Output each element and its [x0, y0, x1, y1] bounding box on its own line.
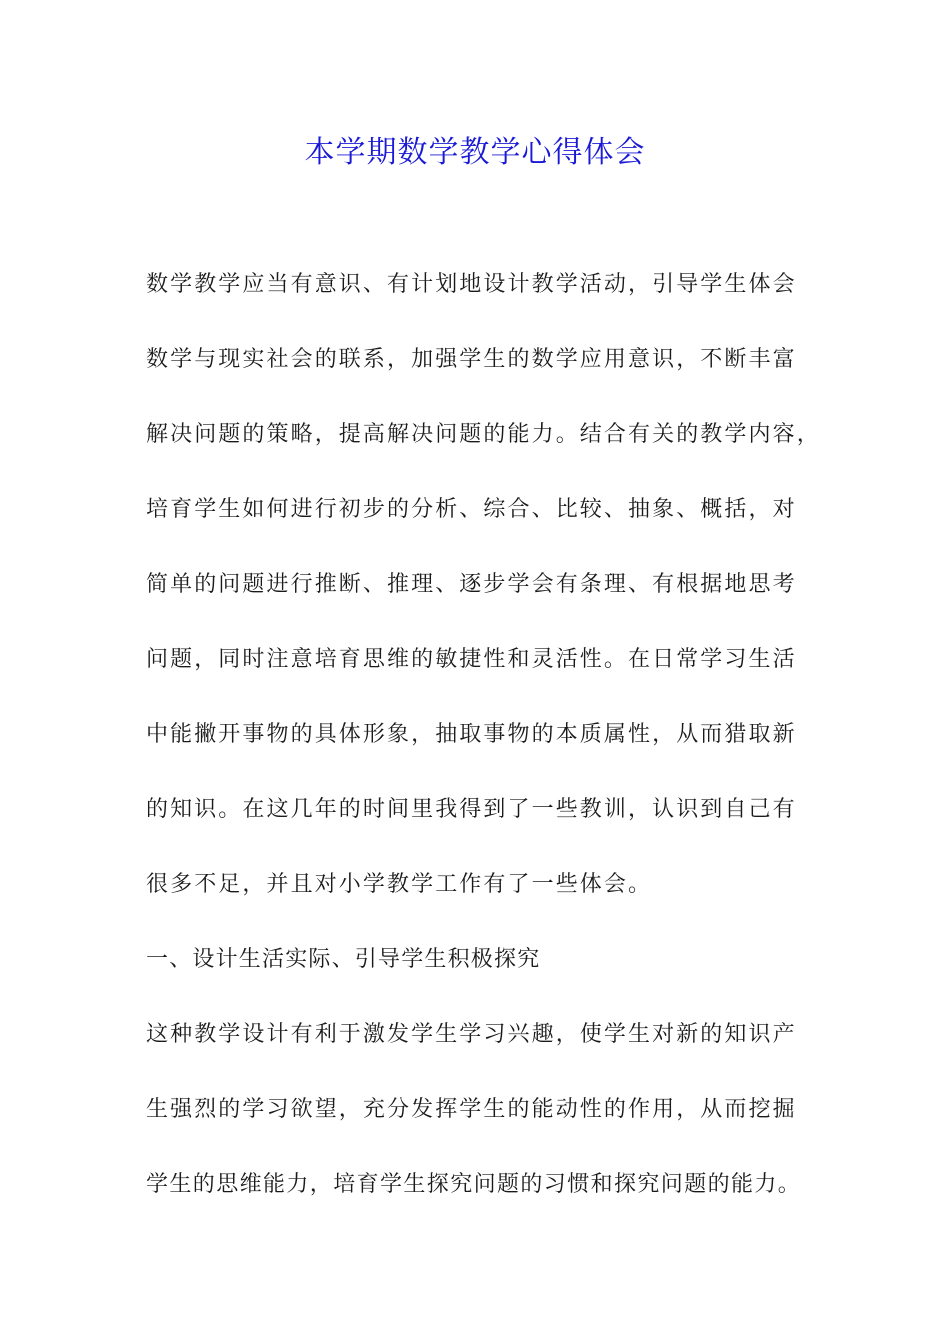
paragraph-line: 这种教学设计有利于激发学生学习兴趣，使学生对新的知识产 [146, 1022, 797, 1047]
paragraph-line: 问题，同时注意培育思维的敏捷性和灵活性。在日常学习生活 [146, 647, 797, 672]
paragraph-line: 简单的问题进行推断、推理、逐步学会有条理、有根据地思考 [146, 572, 797, 597]
paragraph-line: 生强烈的学习欲望，充分发挥学生的能动性的作用，从而挖掘 [146, 1097, 797, 1122]
paragraph-line: 学生的思维能力，培育学生探究问题的习惯和探究问题的能力。 [146, 1172, 802, 1197]
section-heading: 一、设计生活实际、引导学生积极探究 [146, 947, 541, 972]
document-body [146, 262, 836, 1237]
paragraph-line: 培育学生如何进行初步的分析、综合、比较、抽象、概括，对 [146, 497, 797, 522]
paragraph-line: 很多不足，并且对小学教学工作有了一些体会。 [146, 872, 653, 897]
paragraph-line: 的知识。在这几年的时间里我得到了一些教训，认识到自己有 [146, 797, 797, 822]
paragraph-line: 解决问题的策略，提高解决问题的能力。结合有关的教学内容， [146, 422, 821, 447]
paragraph-line: 中能撇开事物的具体形象，抽取事物的本质属性，从而猎取新 [146, 722, 797, 747]
paragraph-line: 数学与现实社会的联系，加强学生的数学应用意识，不断丰富 [146, 347, 797, 372]
paragraph-line: 数学教学应当有意识、有计划地设计教学活动，引导学生体会 [146, 272, 797, 297]
document-title: 本学期数学教学心得体会 [304, 135, 646, 170]
